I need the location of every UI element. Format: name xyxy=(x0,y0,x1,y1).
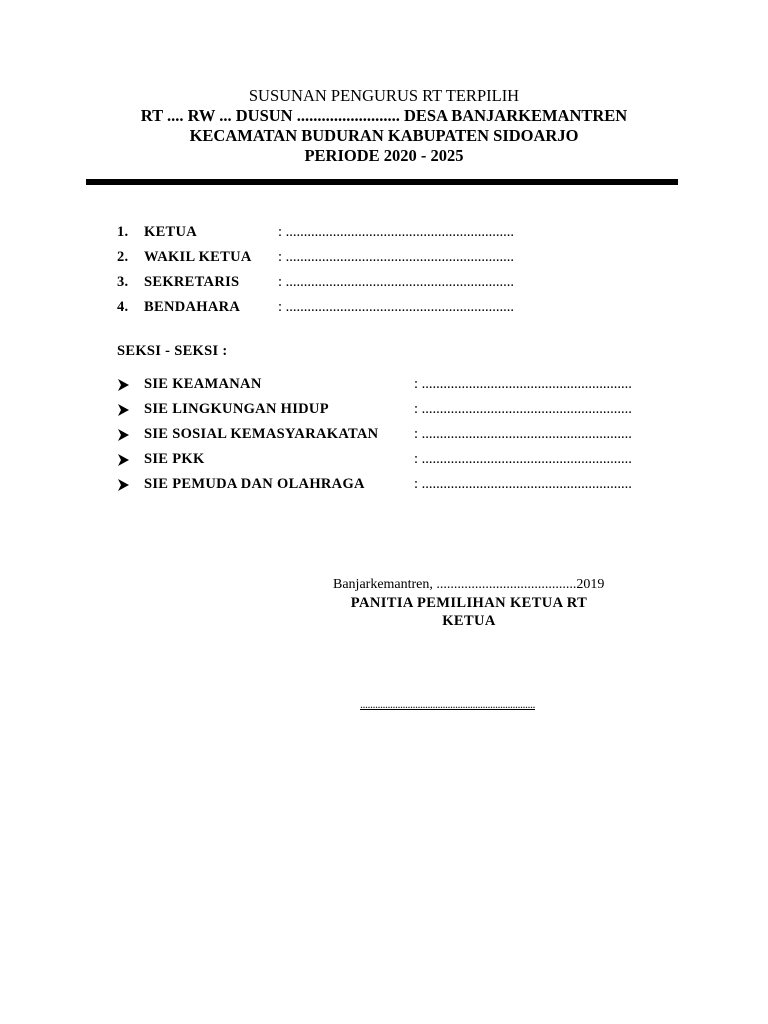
signatory-position: KETUA xyxy=(442,613,496,629)
section-role: SIE PEMUDA DAN OLAHRAGA xyxy=(144,476,365,492)
section-row-sosial-kemasyarakatan xyxy=(117,426,677,451)
committee-name: PANITIA PEMILIHAN KETUA RT xyxy=(350,595,588,611)
officer-name-blank: : ............................................................... xyxy=(278,299,515,315)
document-title: SUSUNAN PENGURUS RT TERPILIH xyxy=(248,86,520,105)
officer-row-ketua xyxy=(117,224,637,249)
arrow-bullet-icon xyxy=(117,379,129,391)
section-role: SIE PKK xyxy=(144,451,205,467)
officer-name-blank: : ............................................................... xyxy=(278,224,515,240)
signature-block xyxy=(330,576,640,630)
officer-number: 3. xyxy=(117,274,129,290)
sections-list xyxy=(117,376,677,501)
arrow-bullet-icon xyxy=(117,454,129,466)
officer-name-blank: : ............................................................... xyxy=(278,249,515,265)
officer-name-blank: : ............................................................... xyxy=(278,274,515,290)
seksi-heading: SEKSI - SEKSI : xyxy=(117,343,228,359)
document-header xyxy=(0,86,768,166)
officer-role: WAKIL KETUA xyxy=(144,249,252,265)
section-row-keamanan xyxy=(117,376,677,401)
section-row-pemuda-olahraga xyxy=(117,476,677,501)
officer-number: 1. xyxy=(117,224,129,240)
signature-name-line: ...................................................................... xyxy=(360,697,535,711)
arrow-bullet-icon xyxy=(117,429,129,441)
section-name-blank: : .......................................................... xyxy=(414,426,632,442)
section-name-blank: : .......................................................... xyxy=(414,476,632,492)
officer-row-wakil-ketua xyxy=(117,249,637,274)
section-row-pkk xyxy=(117,451,677,476)
officer-role: KETUA xyxy=(144,224,198,240)
officer-role: SEKRETARIS xyxy=(144,274,240,290)
section-role: SIE KEAMANAN xyxy=(144,376,262,392)
officer-row-bendahara xyxy=(117,299,637,324)
rt-rw-dusun-line: RT .... RW ... DUSUN ......................... DESA BANJARKEMANTREN xyxy=(140,106,628,125)
section-role: SIE LINGKUNGAN HIDUP xyxy=(144,401,329,417)
officers-list xyxy=(117,224,637,324)
arrow-bullet-icon xyxy=(117,479,129,491)
section-role: SIE SOSIAL KEMASYARAKATAN xyxy=(144,426,379,442)
section-row-lingkungan-hidup xyxy=(117,401,677,426)
officer-role: BENDAHARA xyxy=(144,299,241,315)
section-name-blank: : .......................................................... xyxy=(414,401,632,417)
section-name-blank: : .......................................................... xyxy=(414,376,632,392)
header-divider xyxy=(86,179,678,185)
officer-row-sekretaris xyxy=(117,274,637,299)
section-name-blank: : .......................................................... xyxy=(414,451,632,467)
place-date: Banjarkemantren, ........................................2019 xyxy=(333,577,605,592)
kecamatan-line: KECAMATAN BUDURAN KABUPATEN SIDOARJO xyxy=(189,126,579,145)
officer-number: 2. xyxy=(117,249,129,265)
arrow-bullet-icon xyxy=(117,404,129,416)
officer-number: 4. xyxy=(117,299,129,315)
periode-line: PERIODE 2020 - 2025 xyxy=(304,146,464,165)
